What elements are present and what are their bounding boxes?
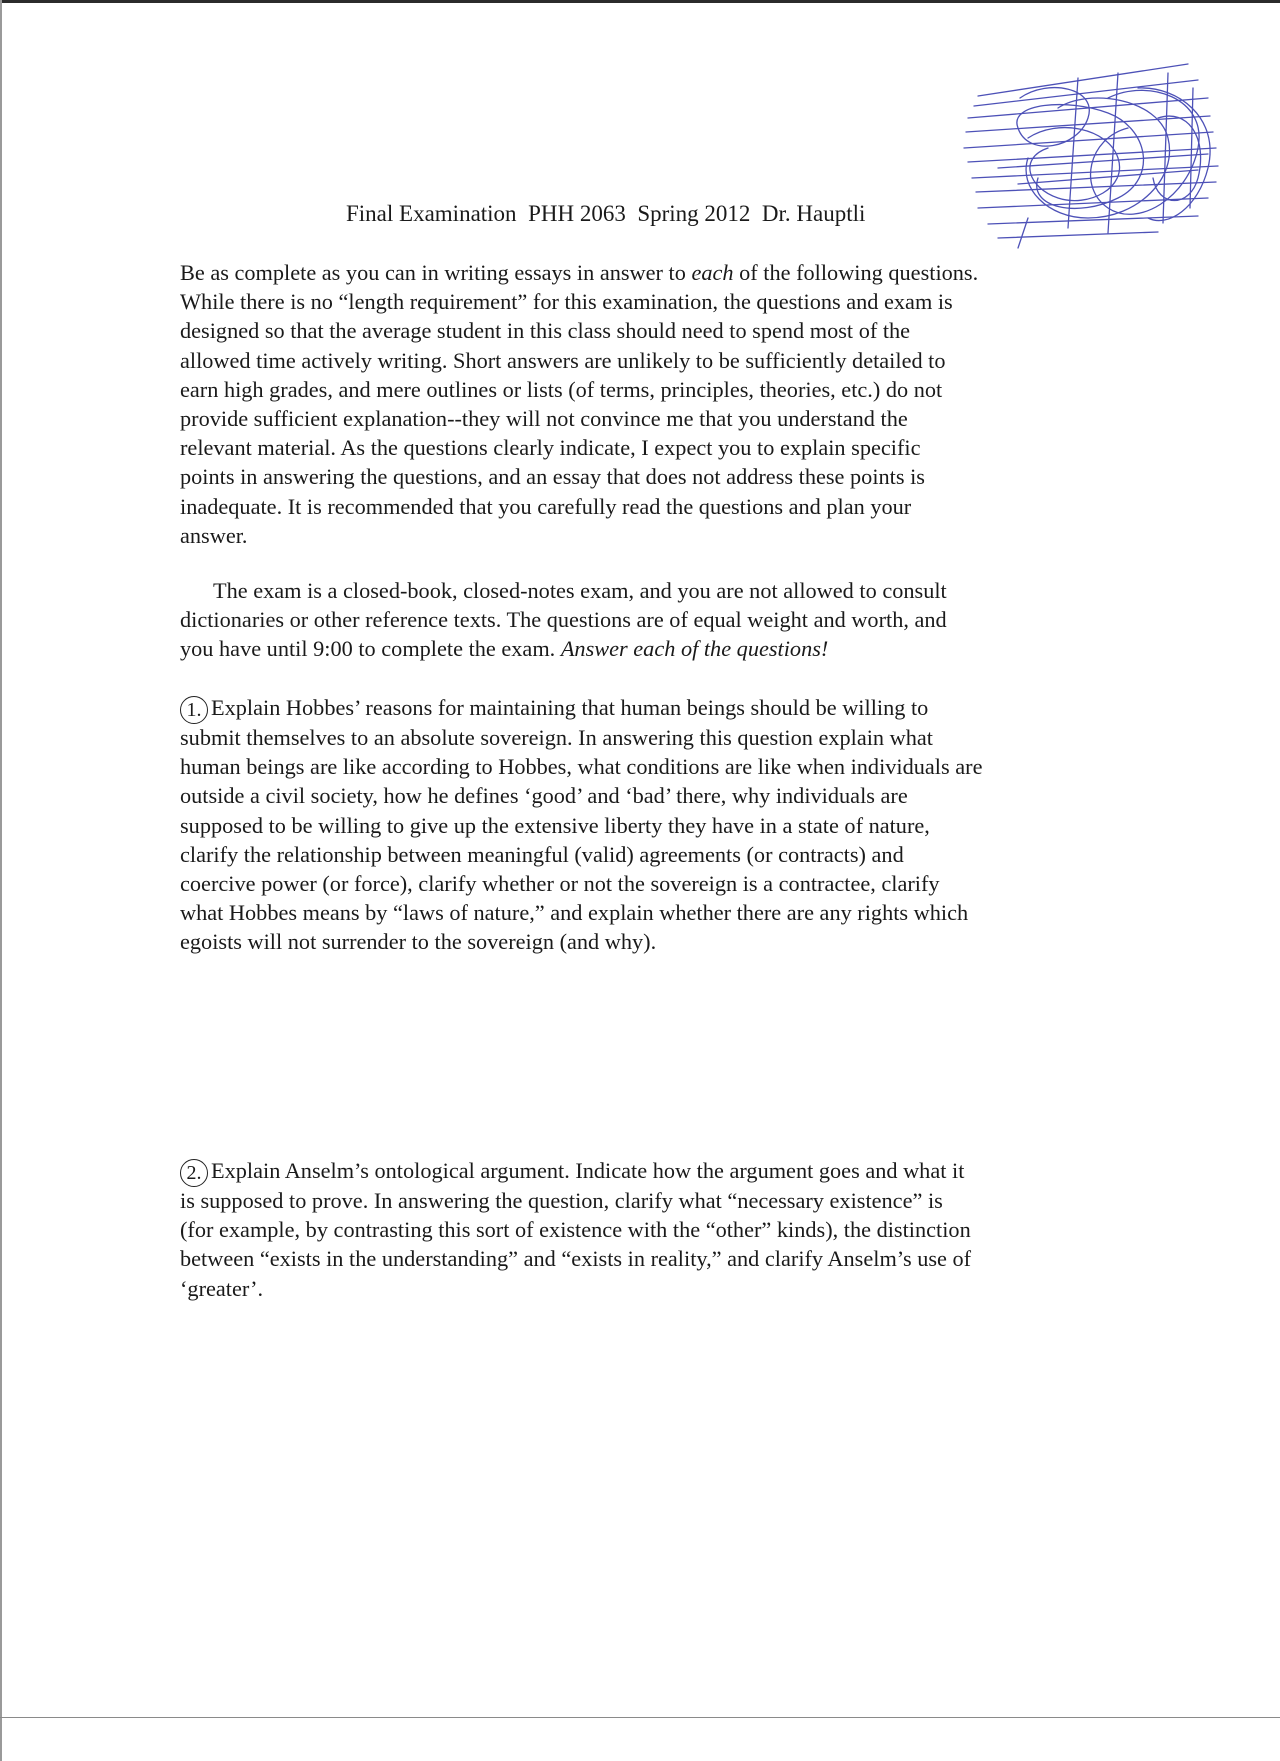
text-span: Explain Hobbes’ reasons for maintaining that human beings should be willing to	[211, 695, 929, 720]
text-line	[180, 258, 1100, 287]
text-line: designed so that the average student in this class should need to spend most of the	[180, 318, 911, 344]
text-line: relevant material. As the questions clearly indicate, I expect you to explain specific	[180, 435, 921, 461]
text-line: provide sufficient explanation--they will not convince me that you understand the	[180, 406, 908, 432]
text-line: earn high grades, and mere outlines or lists (of terms, principles, theories, etc.) do not	[180, 376, 943, 402]
header-course: PHH 2063	[528, 201, 626, 226]
instructions-paragraph-2	[180, 576, 1100, 664]
emphasis-answer-each: Answer each of the questions!	[560, 636, 829, 662]
text-line: While there is no “length requirement” for this examination, the questions and exam is	[180, 289, 953, 315]
question-2	[180, 1156, 1100, 1303]
text-line: (for example, by contrasting this sort of existence with the “other” kinds), the distinction	[180, 1217, 971, 1243]
text-line	[180, 1156, 1100, 1186]
instructions-paragraph-1	[180, 258, 1100, 550]
text-line: supposed to be willing to give up the extensive liberty they have in a state of nature,	[180, 812, 930, 838]
text-line	[180, 693, 1100, 723]
text-line: allowed time actively writing. Short answers are unlikely to be sufficiently detailed to	[180, 347, 946, 373]
text-span: Explain Anselm’s ontological argument. Indicate how the argument goes and what it	[211, 1158, 965, 1183]
scan-edge-left	[0, 0, 2, 1761]
header-title: Final Examination	[346, 201, 517, 226]
text-span: of the following questions.	[733, 260, 979, 285]
text-line: The exam is a closed-book, closed-notes exam, and you are not allowed to consult	[213, 578, 947, 603]
text-line: submit themselves to an absolute sovereign. In answering this question explain what	[180, 725, 933, 750]
text-line: answer.	[180, 522, 248, 548]
scribble-mark	[958, 58, 1238, 258]
scan-edge-top	[0, 0, 1280, 3]
header-instructor: Dr. Hauptli	[761, 201, 866, 226]
question-1	[180, 693, 1100, 957]
text-line: what Hobbes means by “laws of nature,” and explain whether there are any rights which	[180, 900, 969, 926]
text-line: is supposed to prove. In answering the question, clarify what “necessary existence” is	[180, 1188, 943, 1213]
emphasis-each: each	[691, 260, 734, 285]
text-line: clarify the relationship between meaningful (valid) agreements (or contracts) and	[180, 841, 904, 867]
text-line: egoists will not surrender to the sovereign (and why).	[180, 929, 657, 955]
question-number-circle: 2.	[180, 1159, 208, 1187]
scan-edge-bottom	[0, 1717, 1280, 1718]
text-span: Be as complete as you can in writing essays in answer to	[180, 260, 692, 285]
text-line: dictionaries or other reference texts. The questions are of equal weight and worth, and	[180, 607, 947, 633]
exam-header	[346, 201, 865, 227]
text-line: outside a civil society, how he defines ‘good’ and ‘bad’ there, why individuals are	[180, 783, 908, 809]
question-number-circle: 1.	[180, 696, 208, 724]
header-term: Spring 2012	[637, 201, 751, 226]
text-line: between “exists in the understanding” and “exists in reality,” and clarify Anselm’s use of	[180, 1246, 972, 1272]
text-line: points in answering the questions, and an essay that does not address these points is	[180, 464, 925, 490]
text-line: ‘greater’.	[180, 1275, 264, 1301]
text-line: human beings are like according to Hobbes, what conditions are like when individuals are	[180, 754, 983, 780]
text-line: inadequate. It is recommended that you carefully read the questions and plan your	[180, 493, 912, 519]
text-line	[180, 634, 1100, 663]
text-line: coercive power (or force), clarify whether or not the sovereign is a contractee, clarify	[180, 871, 940, 897]
text-span: you have until 9:00 to complete the exam.	[180, 636, 561, 662]
